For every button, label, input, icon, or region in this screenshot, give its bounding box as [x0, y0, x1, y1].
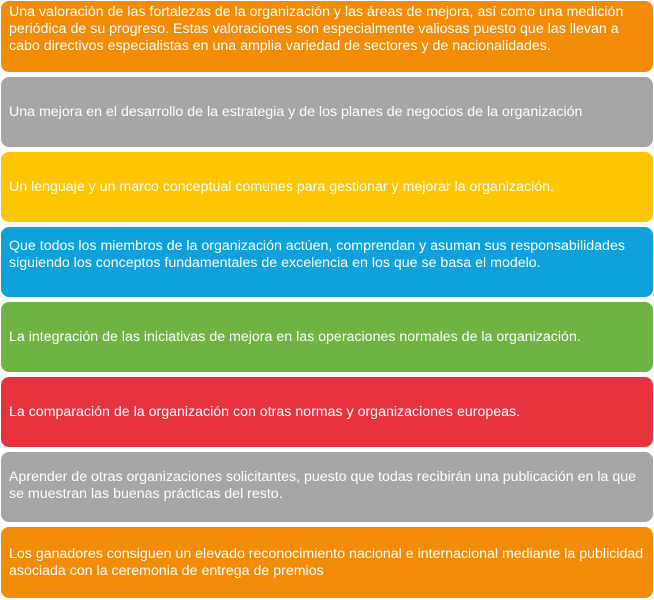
- benefit-text: Una mejora en el desarrollo de la estrategia y de los planes de negocios de la organización: [9, 103, 583, 120]
- benefit-box-aprender: [1, 452, 653, 522]
- benefit-box-lenguaje: [1, 152, 653, 222]
- benefit-text: La comparación de la organización con otras normas y organizaciones europeas.: [9, 403, 521, 420]
- benefit-text: Aprender de otras organizaciones solicitantes, puesto que todas recibirán una publicación en la que se muestran las buenas prácticas del resto.: [9, 469, 637, 502]
- benefits-list: [1, 0, 653, 600]
- benefit-box-miembros: [1, 227, 653, 297]
- benefit-text: La integración de las iniciativas de mejora en las operaciones normales de la organización.: [9, 328, 581, 345]
- benefit-text: Que todos los miembros de la organización actúen, comprendan y asuman sus responsabilidades siguiendo los conceptos fundamentales de excelencia en los que se basa el modelo.: [9, 238, 625, 271]
- benefit-text: Una valoración de las fortalezas de la organización y las áreas de mejora, así como una medición periódica de su progreso. Estas valoraciones son especialmente valiosas puesto que las llevan a cabo directivos especialistas en una amplia variedad de sectores y de nacionalidades.: [9, 4, 624, 54]
- benefit-text: Los ganadores consiguen un elevado reconocimiento nacional e internacional mediante la publicidad asociada con la ceremonia de entrega de premios: [9, 546, 644, 579]
- benefit-box-ganadores: [1, 527, 653, 598]
- benefit-box-estrategia: [1, 77, 653, 147]
- benefit-text: Un lenguaje y un marco conceptual comunes para gestionar y mejorar la organización.: [9, 178, 554, 195]
- benefit-box-integracion: [1, 302, 653, 372]
- benefit-box-valoracion: [1, 1, 653, 72]
- benefit-box-comparacion: [1, 377, 653, 447]
